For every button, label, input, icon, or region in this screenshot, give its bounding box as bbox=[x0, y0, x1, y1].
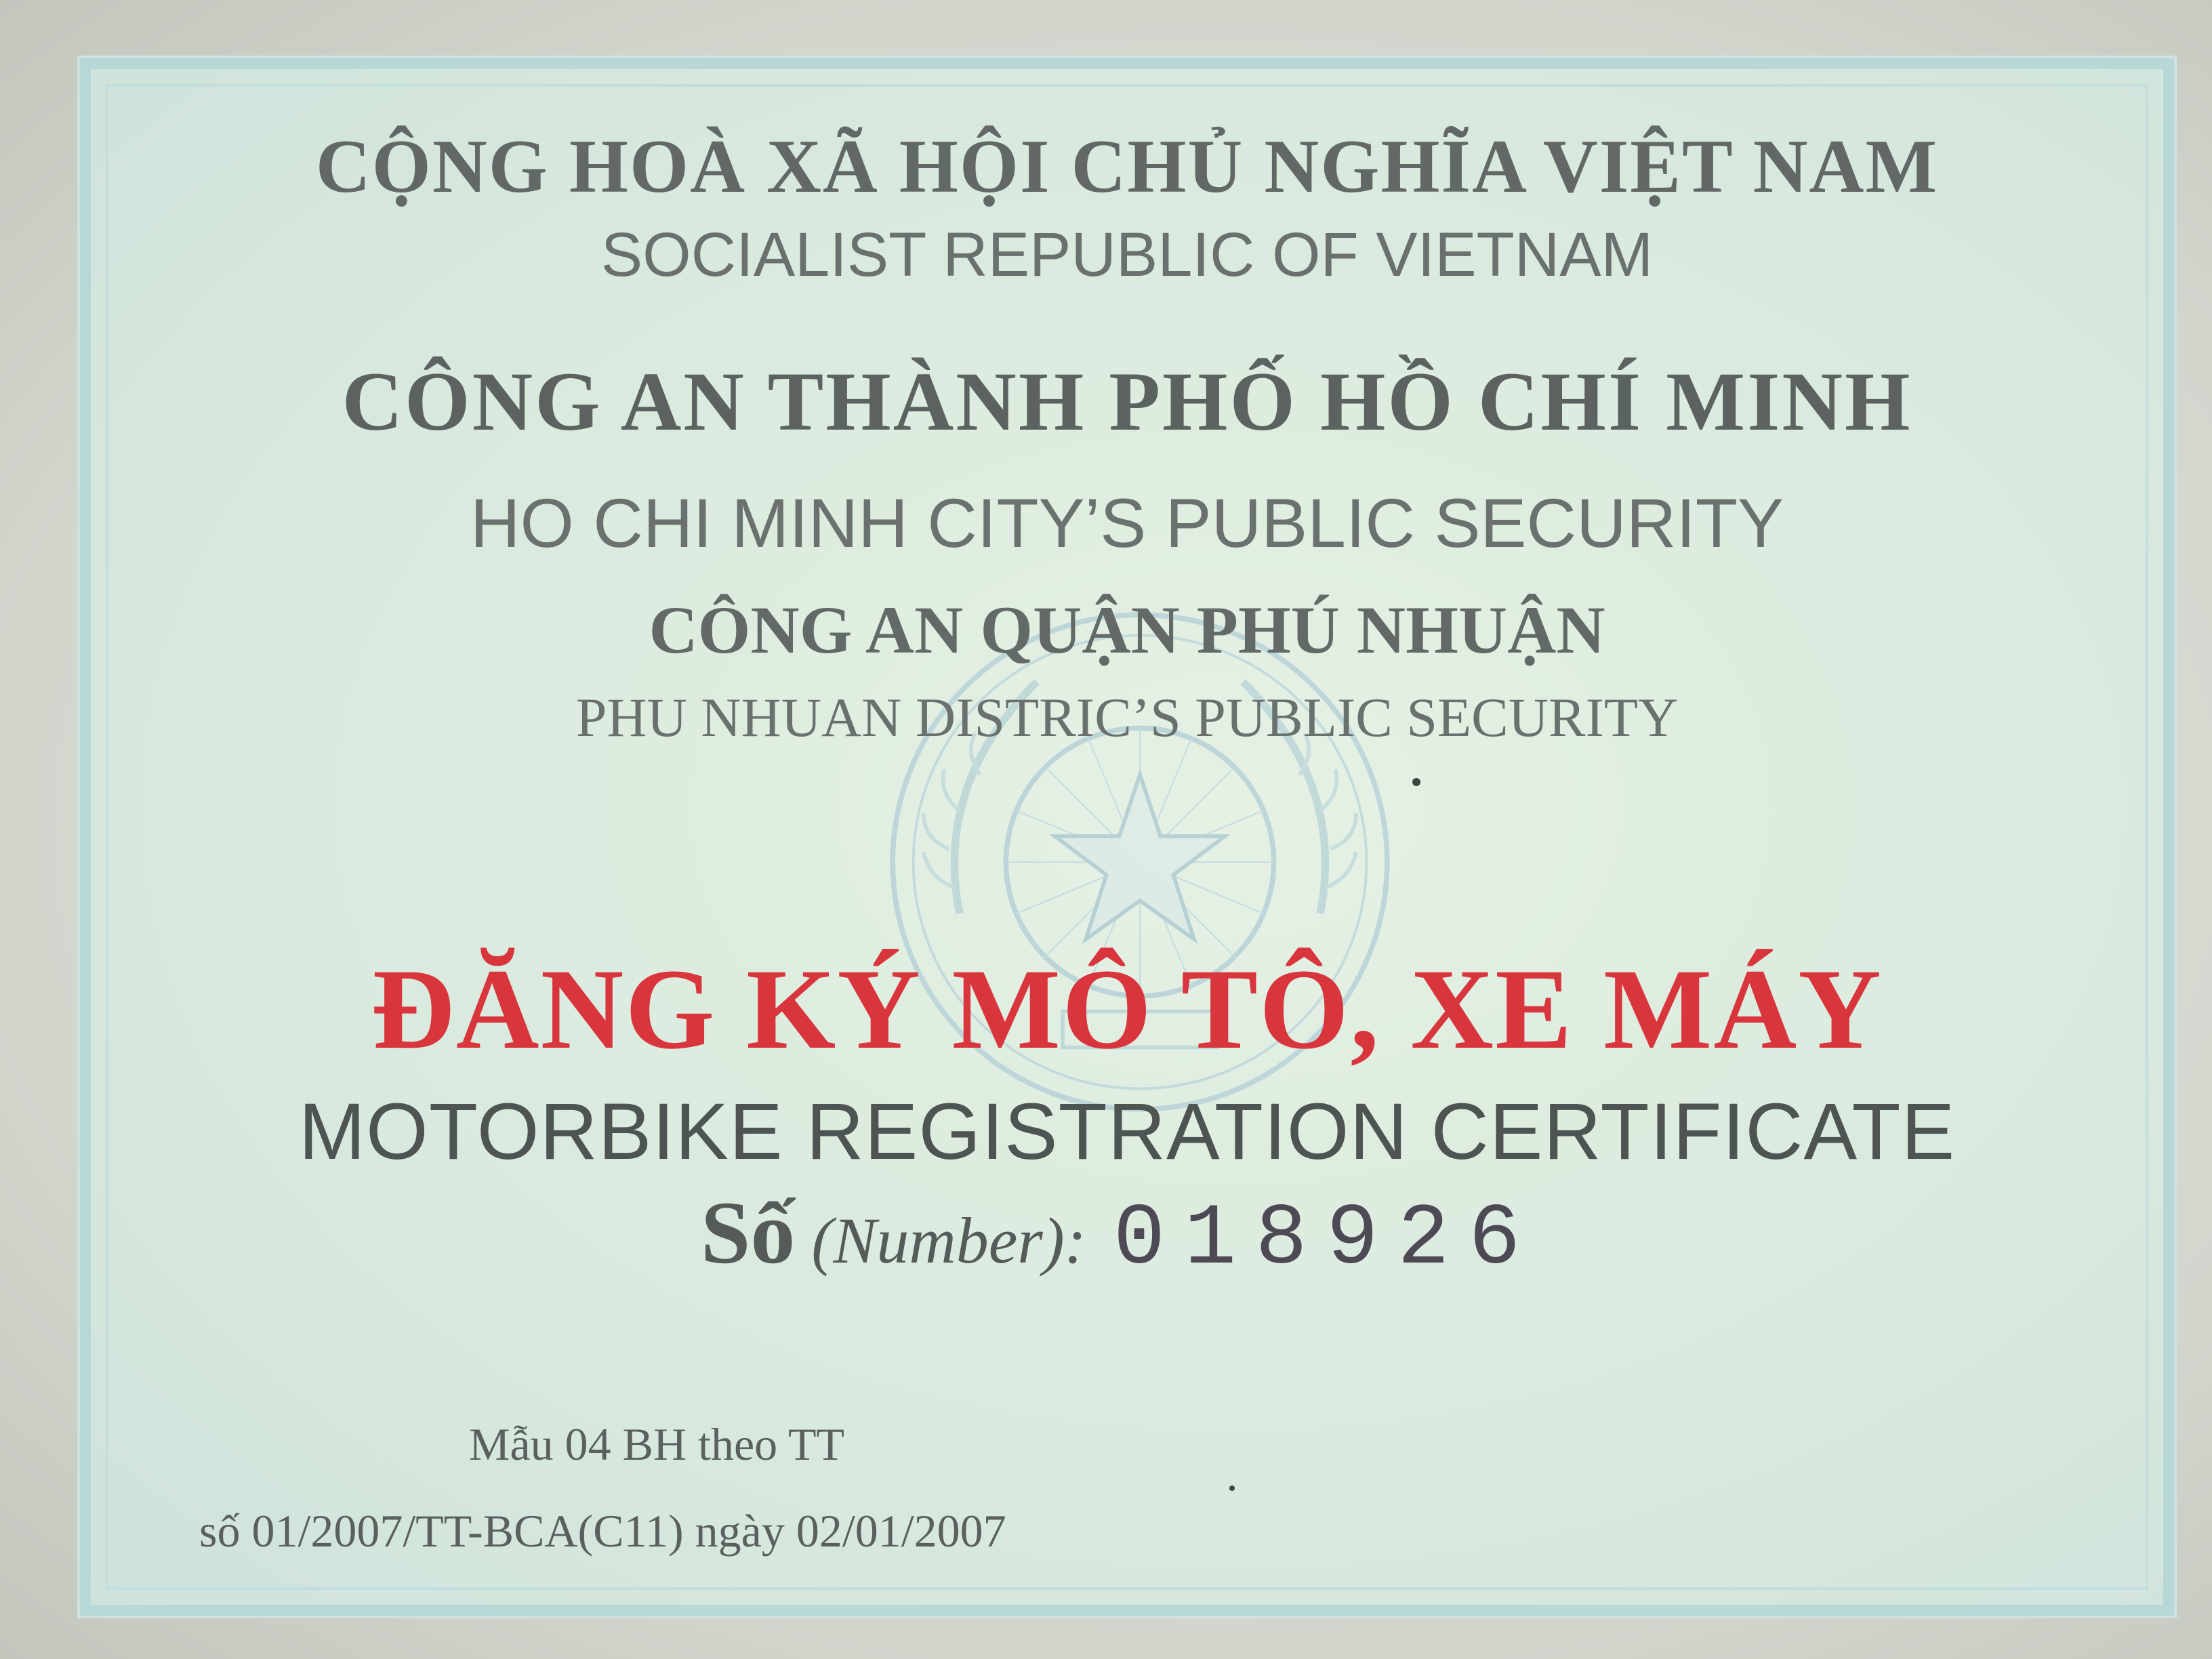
certificate-title-vn: ĐĂNG KÝ MÔ TÔ, XE MÁY bbox=[371, 945, 1883, 1073]
district-name-en: PHU NHUAN DISTRIC’S PUBLIC SECURITY bbox=[575, 687, 1679, 748]
authority-name-en: HO CHI MINH CITY’S PUBLIC SECURITY bbox=[470, 485, 1784, 562]
form-reference-line-2: số 01/2007/TT-BCA(C11) ngày 02/01/2007 bbox=[199, 1505, 1006, 1557]
registration-certificate-card bbox=[80, 58, 2174, 1616]
number-label-vn: Số bbox=[701, 1183, 796, 1282]
number-label-en: (Number): bbox=[811, 1204, 1086, 1277]
authority-name-vn: CÔNG AN THÀNH PHỐ HỒ CHÍ MINH bbox=[342, 355, 1912, 448]
district-name-vn: CÔNG AN QUẬN PHÚ NHUẬN bbox=[649, 592, 1605, 668]
certificate-title-en: MOTORBIKE REGISTRATION CERTIFICATE bbox=[298, 1087, 1956, 1176]
certificate-number-value: 018926 bbox=[1113, 1191, 1540, 1289]
country-name-en: SOCIALIST REPUBLIC OF VIETNAM bbox=[600, 220, 1654, 289]
country-name-vn: CỘNG HOÀ XÃ HỘI CHỦ NGHĨA VIỆT NAM bbox=[315, 125, 1939, 209]
ink-dot bbox=[1412, 778, 1420, 786]
ink-dot bbox=[1229, 1486, 1235, 1491]
form-reference-line-1: Mẫu 04 BH theo TT bbox=[469, 1418, 845, 1470]
certificate-number-row bbox=[701, 1181, 1540, 1289]
